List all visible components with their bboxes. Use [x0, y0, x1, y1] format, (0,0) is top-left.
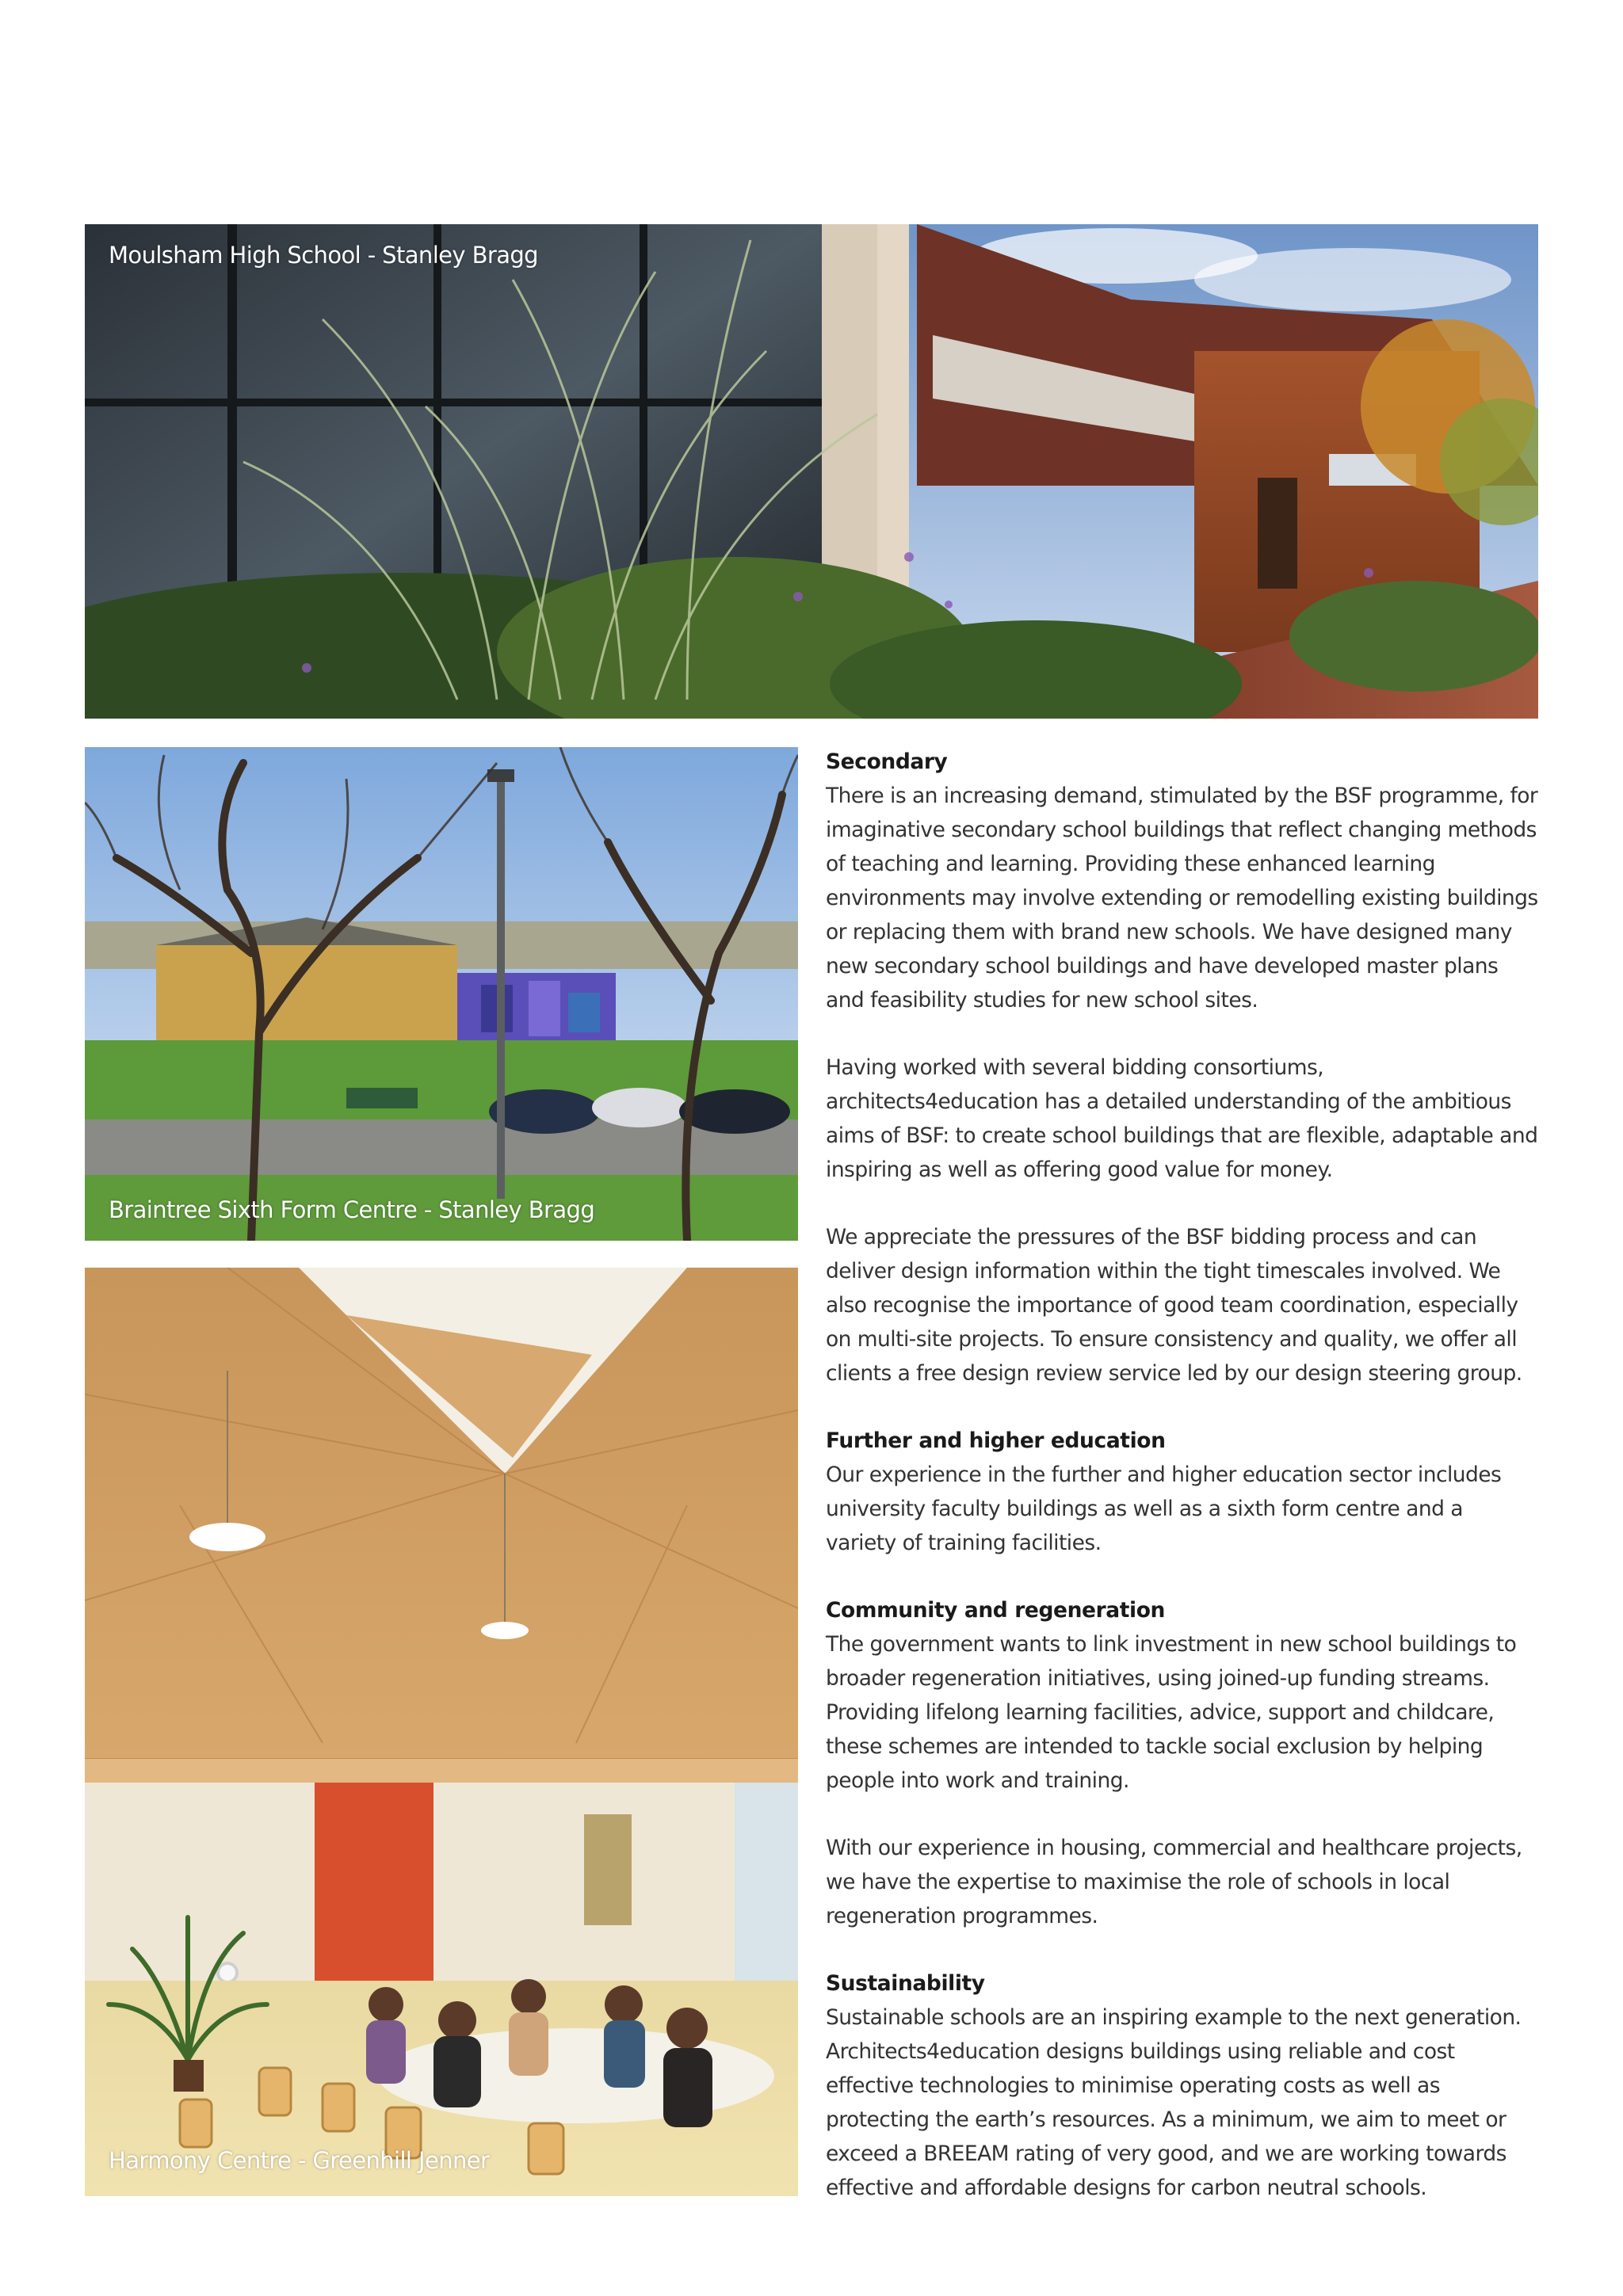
paragraph: Having worked with several bidding consortiums, architects4education has a detailed understanding of the ambitious aims of BSF: to create school buildings that are flexible, adaptable and inspiring as well as offering good value for money. — [826, 1055, 1538, 1182]
paragraph: There is an increasing demand, stimulated by the BSF programme, for imaginative secondary school buildings that reflect changing methods of teaching and learning. Providing these enhanced learning environments may involve extending or remodelling existing buildings or replacing them with brand new schools. We have designed many new secondary school buildings and have developed master plans and feasibility studies for new school sites. — [826, 784, 1538, 1013]
photo-caption: Harmony Centre - Greenhill Jenner — [109, 2147, 490, 2174]
moulsham-photo-illustration — [85, 224, 1538, 719]
paragraph: Sustainable schools are an inspiring example to the next generation. Architects4education designs buildings using reliable and cost effective technologies to minimise operating costs as well as protecting the earth’s resources. As a minimum, we aim to meet or exceed a BREEAM rating of very good, and we are working towards effective and affordable designs for carbon neutral schools. — [826, 2005, 1522, 2200]
photo-moulsham-high-school — [85, 224, 1538, 719]
section-secondary — [826, 745, 1539, 1390]
photo-braintree-sixth-form-centre — [85, 747, 798, 1241]
section-community-regeneration — [826, 1593, 1539, 1933]
harmony-photo-illustration — [85, 1268, 798, 2196]
section-heading: Community and regeneration — [826, 1598, 1166, 1623]
section-heading: Further and higher education — [826, 1428, 1166, 1453]
section-sustainability — [826, 1966, 1539, 2205]
paragraph: The government wants to link investment in new school buildings to broader regeneration initiatives, using joined-up funding streams. Providing lifelong learning facilities, advice, support and childcare, these schemes are intended to tackle social exclusion by helping people into work and training. — [826, 1632, 1517, 1793]
paragraph: Our experience in the further and higher education sector includes university faculty buildings as well as a sixth form centre and a variety of training facilities. — [826, 1463, 1502, 1555]
section-heading: Secondary — [826, 749, 948, 774]
braintree-photo-illustration — [85, 747, 798, 1241]
photo-harmony-centre — [85, 1268, 798, 2196]
section-further-higher-education — [826, 1424, 1539, 1560]
paragraph: We appreciate the pressures of the BSF bidding process and can deliver design information within the tight timescales involved. We also recognise the importance of good team coordination, especially on multi-site projects. To ensure consistency and quality, we offer all clients a free design review service led by our design steering group. — [826, 1225, 1522, 1386]
photo-caption: Moulsham High School - Stanley Bragg — [109, 242, 538, 269]
text-column — [826, 745, 1539, 2238]
photo-caption: Braintree Sixth Form Centre - Stanley Bragg — [109, 1196, 595, 1223]
section-heading: Sustainability — [826, 1971, 985, 1996]
paragraph: With our experience in housing, commercial and healthcare projects, we have the expertise to maximise the role of schools in local regeneration programmes. — [826, 1836, 1522, 1928]
